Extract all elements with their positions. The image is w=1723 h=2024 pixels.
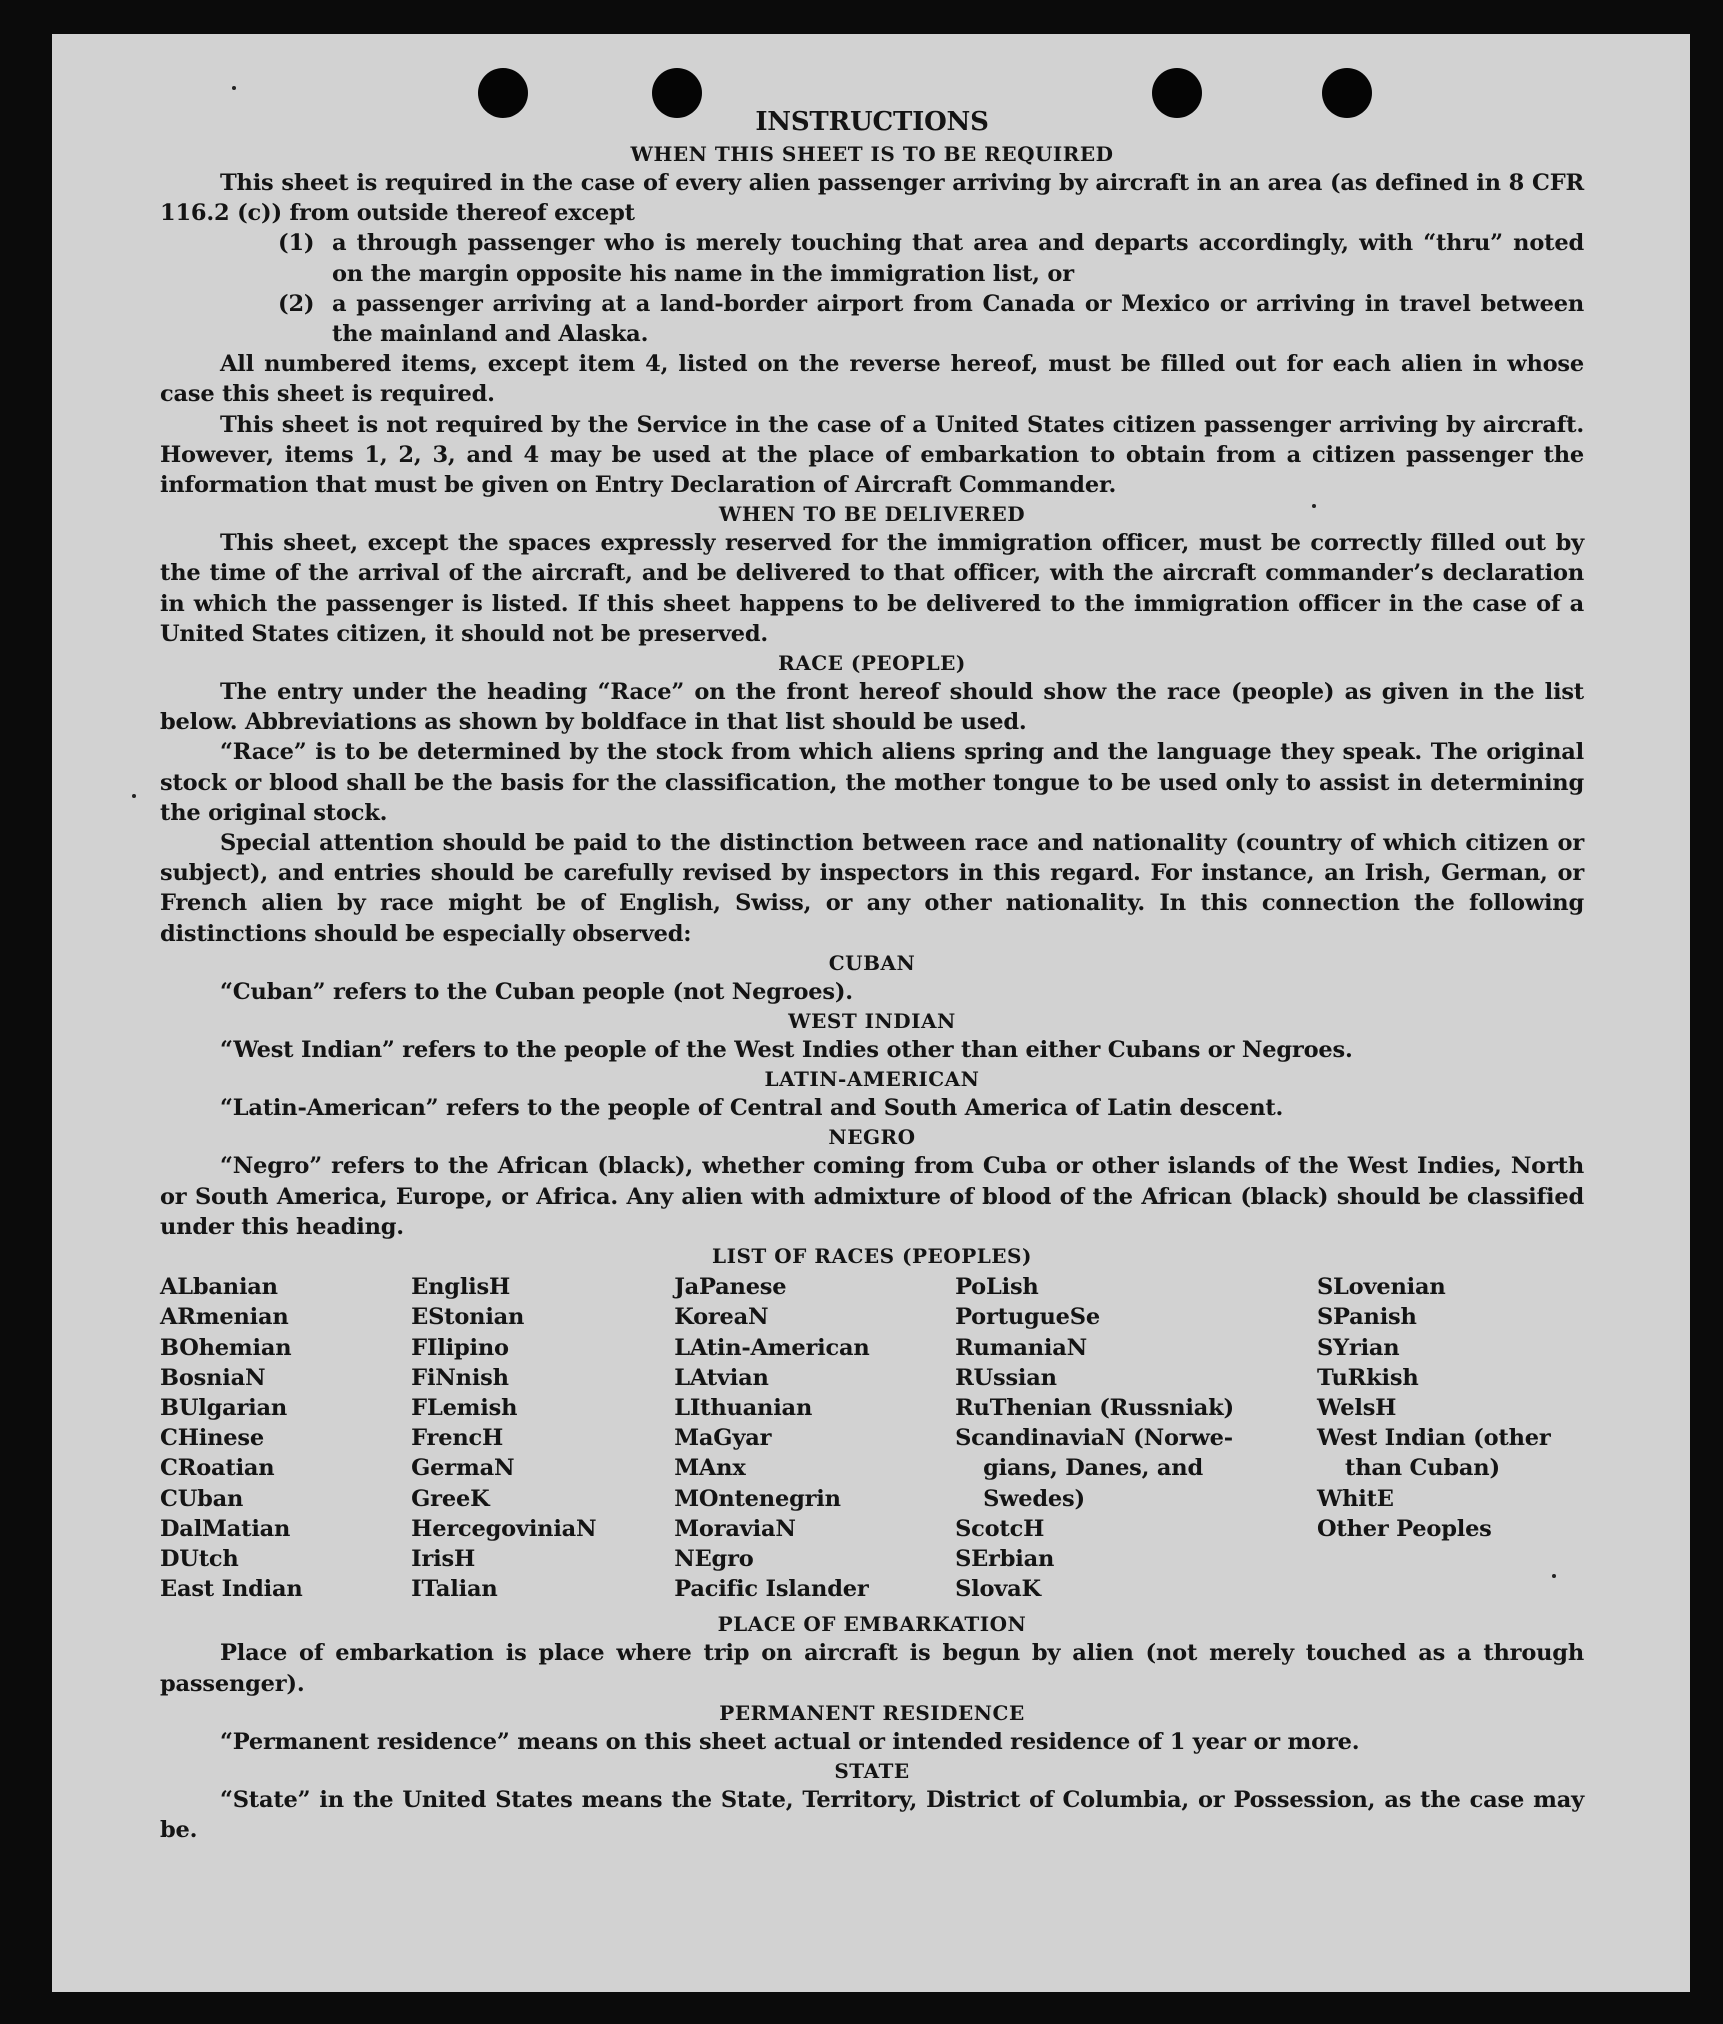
race-item: MAnx [674, 1455, 746, 1482]
section-heading-embarkation: PLACE OF EMBARKATION [717, 1612, 1027, 1637]
race-item: East Indian [160, 1576, 303, 1603]
section-heading-races-list: LIST OF RACES (PEOPLES) [712, 1244, 1032, 1269]
race-item: CRoatian [160, 1455, 275, 1482]
races-column [411, 1272, 674, 1604]
page-title: INSTRUCTIONS [755, 107, 989, 137]
section-heading-negro: NEGRO [828, 1125, 916, 1150]
race-item: ScotcH [955, 1515, 1045, 1542]
section-heading-delivered: WHEN TO BE DELIVERED [718, 502, 1026, 527]
race-item: GreeK [411, 1485, 490, 1512]
paragraph: This sheet is not required by the Service in the case of a United States citizen passenger arriving by aircraft. However, items 1, 2, 3, and 4 may be used at the place of embarkation to obtain from a citizen passenger the information that must be given on Entry Declaration of Aircraft Commander. [160, 411, 1584, 499]
race-item: IrisH [411, 1545, 476, 1572]
race-item: GermaN [411, 1455, 515, 1482]
paragraph: This sheet, except the spaces expressly reserved for the immigration officer, must be correctly filled out by the time of the arrival of the aircraft, and be delivered to that officer, with the aircraft commander’s declaration in which the passenger is listed. If this sheet happens to be delivered to the immigration officer in the case of a United States citizen, it should not be preserved. [160, 530, 1584, 647]
item-number: (2) [278, 290, 315, 317]
race-item: LAtvian [674, 1364, 769, 1391]
race-item: CHinese [160, 1425, 264, 1452]
race-item: SYrian [1317, 1334, 1400, 1361]
race-item: SPanish [1317, 1304, 1417, 1331]
race-item: JaPanese [674, 1274, 787, 1301]
race-item: DUtch [160, 1545, 239, 1572]
item-text: a passenger arriving at a land-border airport from Canada or Mexico or arriving in travel between the mainland and Alaska. [332, 290, 1584, 348]
instructions-body [160, 104, 1584, 1845]
paragraph: “Latin-American” refers to the people of Central and South America of Latin descent. [220, 1095, 1284, 1122]
race-item: WelsH [1317, 1394, 1397, 1421]
section-heading-residence: PERMANENT RESIDENCE [719, 1700, 1025, 1725]
races-list [160, 1272, 1584, 1604]
punch-hole [478, 68, 528, 118]
exception-item [160, 228, 1584, 288]
race-item: RumaniaN [955, 1334, 1087, 1361]
race-item: EStonian [411, 1304, 525, 1331]
race-item: LAtin-American [674, 1334, 870, 1361]
race-item: TuRkish [1317, 1364, 1419, 1391]
race-item: SErbian [955, 1545, 1055, 1572]
race-item: RuThenian (Russniak) [955, 1394, 1234, 1421]
race-item: KoreaN [674, 1304, 769, 1331]
race-item: BUlgarian [160, 1394, 288, 1421]
race-item-continued: Swedes) [983, 1485, 1085, 1512]
item-text: a through passenger who is merely touching that area and departs accordingly, with “thru” noted on the margin opposite his name in the immigration list, or [332, 230, 1584, 287]
race-item: MoraviaN [674, 1515, 796, 1542]
race-item: CUban [160, 1485, 244, 1512]
item-number: (1) [278, 230, 315, 257]
paragraph: “West Indian” refers to the people of the West Indies other than either Cubans or Negroes. [220, 1037, 1353, 1064]
paragraph: The entry under the heading “Race” on the front hereof should show the race (people) as given in the list below. Abbreviations as shown by boldface in that list should be used. [160, 679, 1584, 736]
race-item: PortugueSe [955, 1304, 1100, 1331]
race-item: EnglisH [411, 1274, 511, 1301]
race-item: ScandinaviaN (Norwe- [955, 1425, 1233, 1452]
race-item: LIthuanian [674, 1394, 813, 1421]
section-heading-race: RACE (PEOPLE) [778, 651, 966, 676]
paragraph: “State” in the United States means the State, Territory, District of Columbia, or Possession, as the case may be. [160, 1786, 1584, 1844]
paragraph: “Cuban” refers to the Cuban people (not Negroes). [220, 978, 853, 1005]
section-heading-required: WHEN THIS SHEET IS TO BE REQUIRED [630, 142, 1114, 166]
race-item: West Indian (other [1317, 1425, 1551, 1452]
race-item: FiNnish [411, 1364, 509, 1391]
paragraph: “Race” is to be determined by the stock from which aliens spring and the language they speak. The original stock or blood shall be the basis for the classification, the mother tongue to be used only to assist in determining the original stock. [160, 739, 1584, 826]
race-item: BOhemian [160, 1334, 292, 1361]
race-item: PoLish [955, 1274, 1039, 1301]
race-item: Pacific Islander [674, 1576, 869, 1603]
race-item: NEgro [674, 1545, 754, 1572]
race-item: SLovenian [1317, 1274, 1446, 1301]
race-item: FrencH [411, 1425, 504, 1452]
section-heading-latin-american: LATIN-AMERICAN [764, 1067, 980, 1092]
paragraph: All numbered items, except item 4, listed on the reverse hereof, must be filled out for each alien in whose case this sheet is required. [160, 351, 1584, 408]
race-item: BosniaN [160, 1364, 266, 1391]
section-heading-state: STATE [834, 1758, 910, 1783]
race-item: MaGyar [674, 1425, 772, 1452]
race-item: ALbanian [160, 1274, 278, 1301]
race-item: RUssian [955, 1364, 1057, 1391]
punch-hole [1322, 68, 1372, 118]
section-heading-west-indian: WEST INDIAN [788, 1009, 956, 1034]
race-item: WhitE [1317, 1485, 1394, 1512]
races-column [1317, 1272, 1584, 1604]
paragraph: “Negro” refers to the African (black), whether coming from Cuba or other islands of the West Indies, North or South America, Europe, or Africa. Any alien with admixture of blood of the African (black) should be classified under this heading. [160, 1153, 1584, 1240]
race-item-continued: than Cuban) [1345, 1455, 1500, 1482]
paragraph: “Permanent residence” means on this sheet actual or intended residence of 1 year or more. [220, 1728, 1360, 1755]
punch-hole [1152, 68, 1202, 118]
race-item: MOntenegrin [674, 1485, 841, 1512]
exception-item [160, 289, 1584, 349]
races-column [674, 1272, 955, 1604]
punch-hole [652, 68, 702, 118]
race-item: FIlipino [411, 1334, 509, 1361]
race-item: DalMatian [160, 1515, 291, 1542]
race-item: HercegoviniaN [411, 1515, 597, 1542]
race-item-continued: gians, Danes, and [983, 1455, 1203, 1482]
paragraph: Place of embarkation is place where trip on aircraft is begun by alien (not merely touched as a through passenger). [160, 1640, 1584, 1697]
race-item: FLemish [411, 1394, 518, 1421]
paragraph: This sheet is required in the case of every alien passenger arriving by aircraft in an area (as defined in 8 CFR 116.2 (c)) from outside thereof except [160, 170, 1584, 227]
race-item: ARmenian [160, 1304, 289, 1331]
races-column [160, 1272, 411, 1604]
race-item: Other Peoples [1317, 1515, 1492, 1542]
section-heading-cuban: CUBAN [828, 950, 916, 975]
paragraph: Special attention should be paid to the distinction between race and nationality (country of which citizen or subject), and entries should be carefully revised by inspectors in this regard. For instance, an Irish, German, or French alien by race might be of English, Swiss, or any other nationality. In this connection the following distinctions should be especially observed: [160, 830, 1584, 947]
races-column [955, 1272, 1317, 1604]
document-page [52, 34, 1690, 1992]
race-item: ITalian [411, 1576, 498, 1603]
race-item: SlovaK [955, 1576, 1041, 1603]
